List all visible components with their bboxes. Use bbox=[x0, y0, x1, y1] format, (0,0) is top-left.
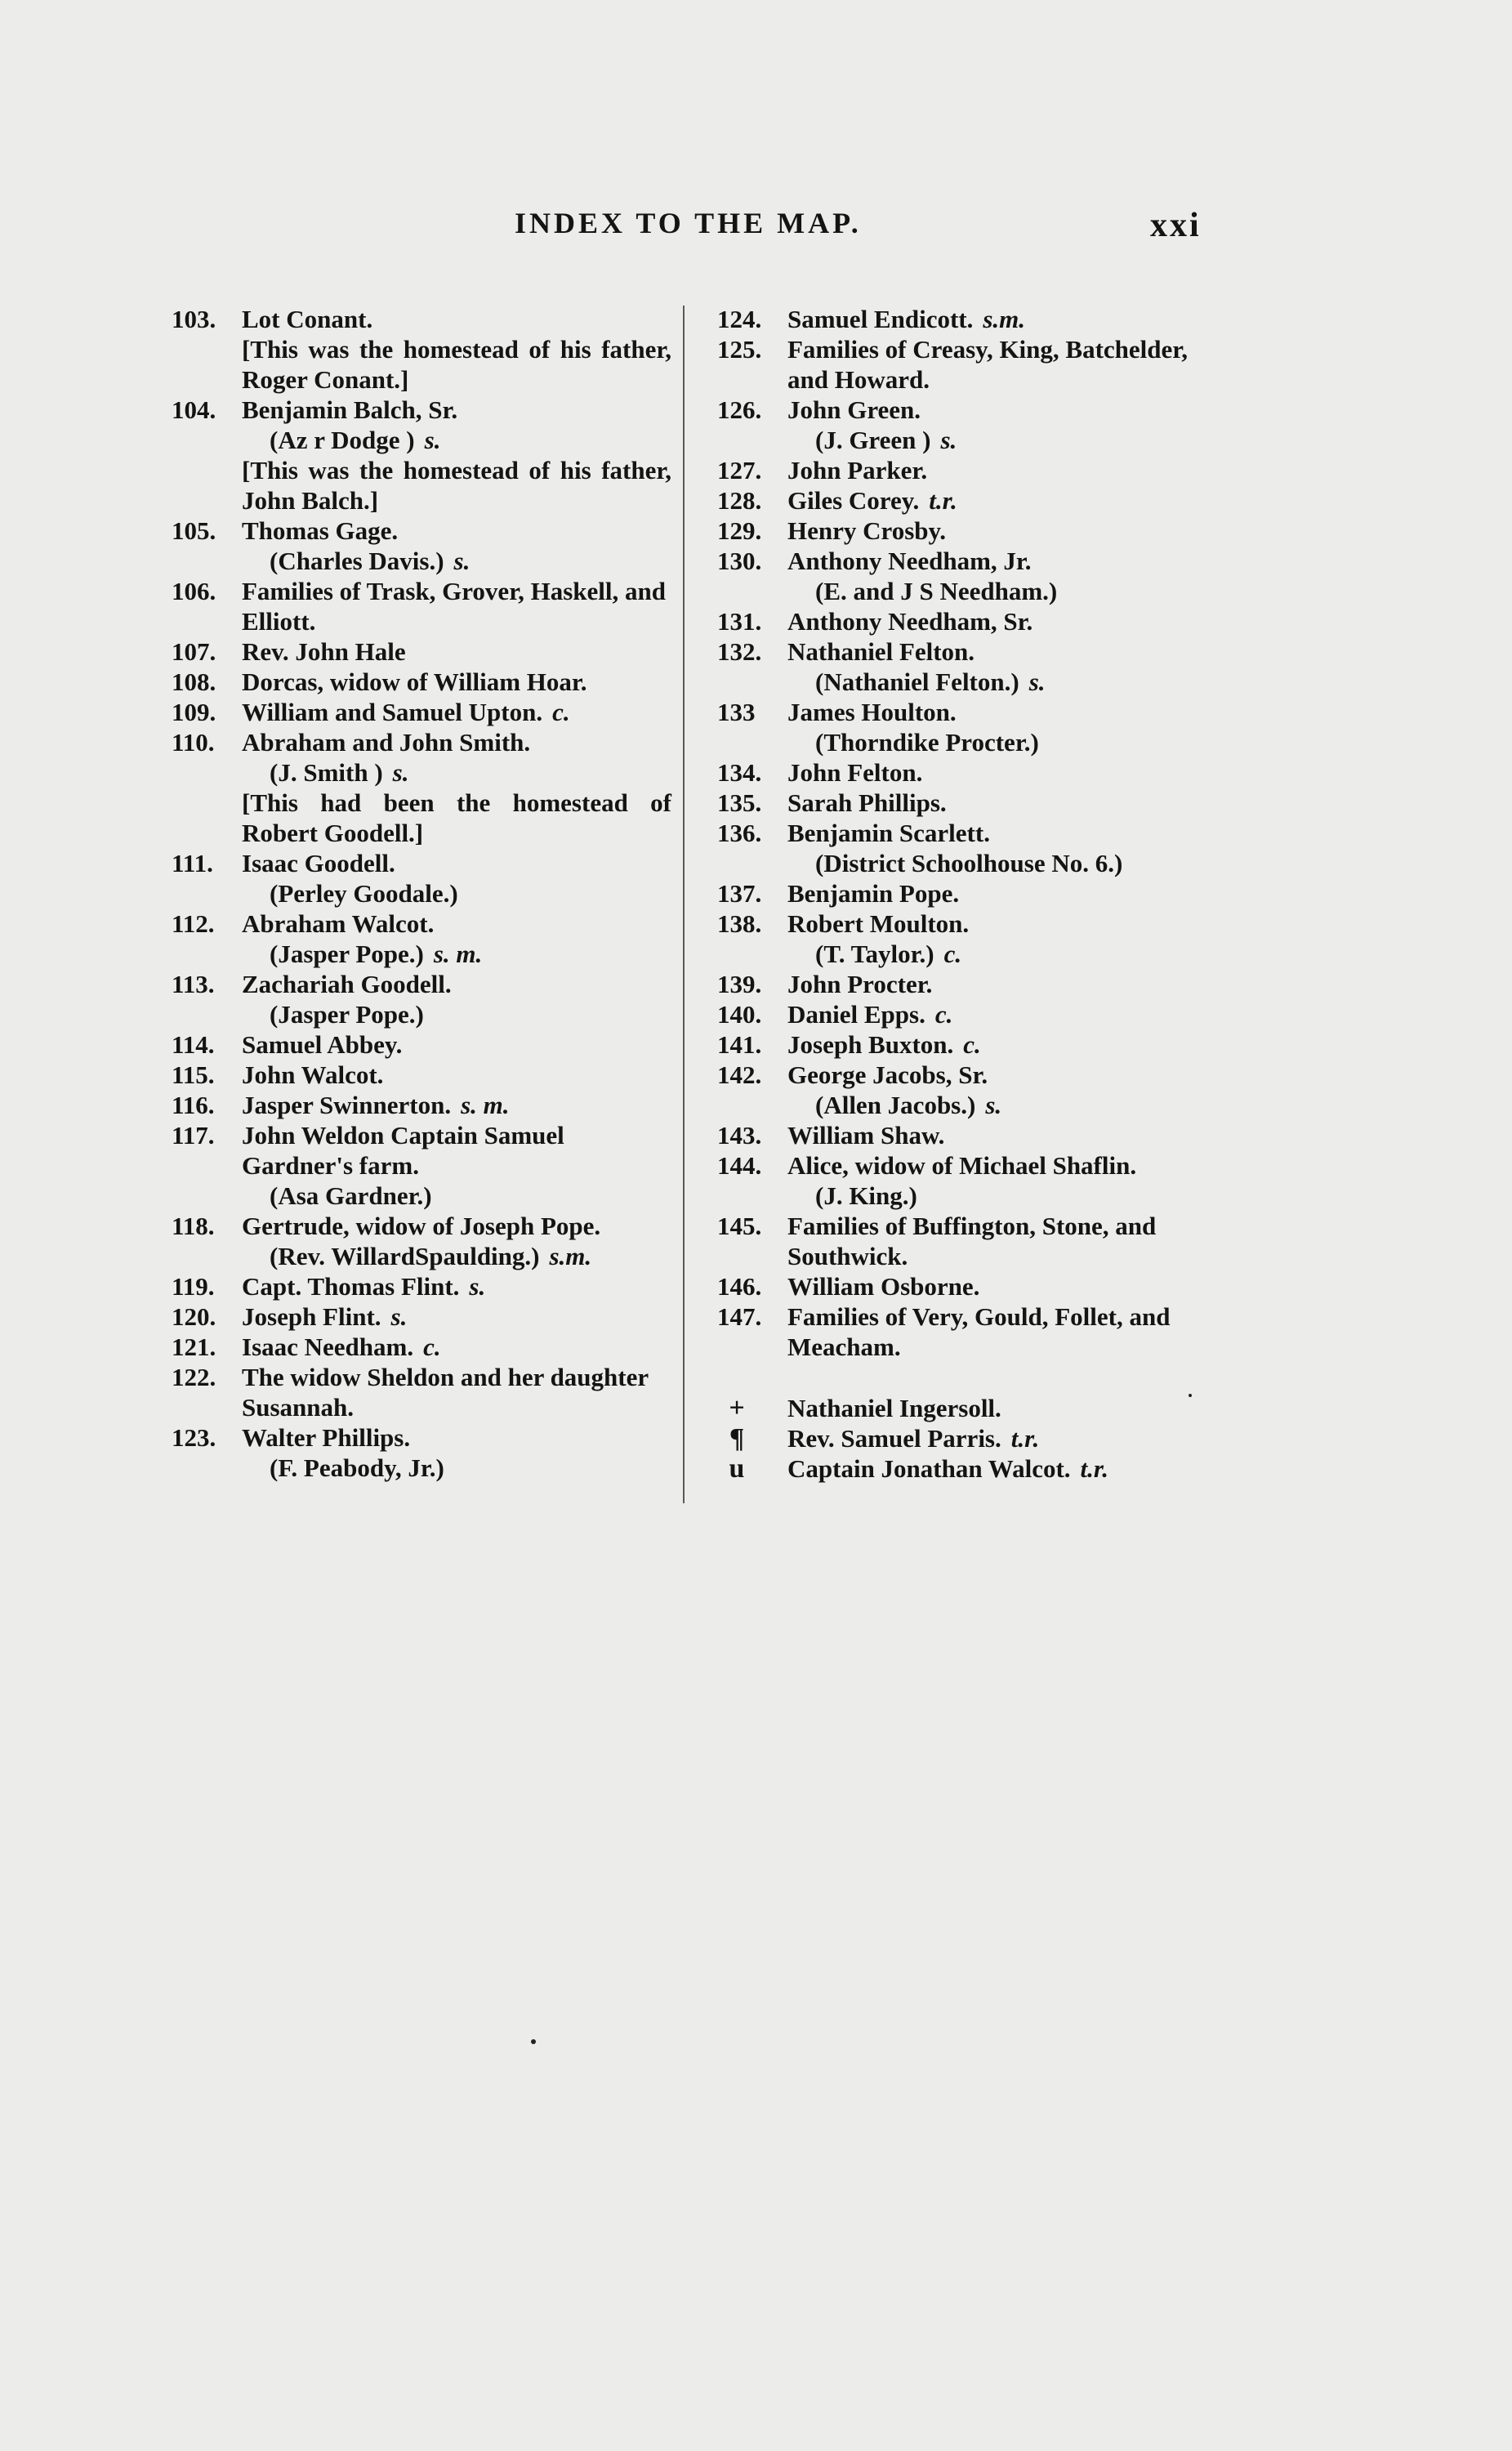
symbol-name bbox=[787, 1423, 1209, 1453]
entry-occupant-text: (J. King.) bbox=[815, 1181, 917, 1210]
entry-name-text: Abraham and John Smith. bbox=[242, 728, 531, 757]
index-entry bbox=[717, 1301, 1209, 1362]
entry-occupant-text: (Rev. WillardSpaulding.) bbox=[270, 1242, 540, 1270]
entry-tag: c. bbox=[943, 940, 962, 968]
entry-name bbox=[787, 999, 1209, 1029]
entry-name-text: Families of Very, Gould, Follet, and Meacham. bbox=[787, 1302, 1171, 1361]
entry-name bbox=[242, 516, 671, 546]
index-entry bbox=[172, 304, 671, 395]
entry-name bbox=[242, 1332, 671, 1362]
entry-name bbox=[787, 1211, 1209, 1271]
index-entry bbox=[172, 1422, 671, 1483]
entry-name-text: Dorcas, widow of William Hoar. bbox=[242, 667, 587, 696]
entry-number: 106. bbox=[172, 577, 216, 605]
entry-name bbox=[242, 1271, 671, 1301]
entry-number: 145. bbox=[717, 1212, 762, 1240]
index-entry bbox=[717, 969, 1209, 999]
entry-name-text: Giles Corey. bbox=[787, 486, 920, 515]
entry-name bbox=[787, 697, 1209, 727]
entry-number: 110. bbox=[172, 728, 215, 757]
entry-occupant-text: (Az r Dodge ) bbox=[270, 426, 415, 454]
entry-name-text: Jasper Swinnerton. bbox=[242, 1091, 452, 1119]
entry-name bbox=[787, 636, 1209, 667]
entry-number: 104. bbox=[172, 395, 216, 424]
entry-name bbox=[787, 1301, 1209, 1362]
entry-name-text: George Jacobs, Sr. bbox=[787, 1060, 988, 1089]
entry-name bbox=[787, 878, 1209, 909]
index-entry bbox=[717, 1211, 1209, 1271]
entry-number: 114. bbox=[172, 1030, 215, 1059]
index-entry bbox=[717, 1120, 1209, 1150]
entry-name-text: Joseph Buxton. bbox=[787, 1030, 954, 1059]
entry-number: 124. bbox=[717, 305, 762, 333]
entry-number: 116. bbox=[172, 1091, 215, 1119]
entry-tag: s. bbox=[390, 1302, 408, 1331]
map-symbol-icon: ¶ bbox=[729, 1423, 745, 1453]
index-entry bbox=[717, 1271, 1209, 1301]
index-entry bbox=[172, 1029, 671, 1060]
entry-name-text: Anthony Needham, Jr. bbox=[787, 547, 1032, 575]
entry-occupant bbox=[270, 425, 671, 455]
entry-number: 125. bbox=[717, 335, 762, 364]
index-entry bbox=[172, 909, 671, 969]
entry-number: 133 bbox=[717, 698, 756, 726]
index-entry bbox=[717, 1060, 1209, 1120]
entry-name-text: Joseph Flint. bbox=[242, 1302, 381, 1331]
entry-tag: c. bbox=[934, 1000, 953, 1029]
entry-occupant-text: (T. Taylor.) bbox=[815, 940, 934, 968]
entry-number: 107. bbox=[172, 637, 216, 666]
entry-number: 129. bbox=[717, 516, 762, 545]
entry-name bbox=[242, 1422, 671, 1453]
page-header bbox=[0, 206, 1512, 247]
entry-tag: t.r. bbox=[929, 486, 957, 515]
entry-name-text: Lot Conant. bbox=[242, 305, 373, 333]
entry-number: 109. bbox=[172, 698, 216, 726]
index-entry bbox=[717, 395, 1209, 455]
entry-occupant bbox=[270, 1181, 671, 1211]
entry-tag: s.m. bbox=[549, 1242, 592, 1270]
entry-name bbox=[787, 969, 1209, 999]
entry-number: 103. bbox=[172, 305, 216, 333]
entry-name-text: James Houlton. bbox=[787, 698, 957, 726]
entry-note: [This was the homestead of his father, John Balch.] bbox=[242, 456, 671, 515]
entry-name-text: Families of Trask, Grover, Haskell, and Elliott. bbox=[242, 577, 666, 636]
entry-number: 119. bbox=[172, 1272, 215, 1301]
entry-name-text: Benjamin Scarlett. bbox=[787, 819, 990, 847]
entry-name-text: Benjamin Pope. bbox=[787, 879, 960, 908]
entry-name bbox=[787, 1120, 1209, 1150]
entry-name bbox=[242, 909, 671, 939]
entry-occupant bbox=[815, 576, 1209, 606]
entry-tag: s. bbox=[1028, 667, 1046, 696]
entry-name-text: Samuel Endicott. bbox=[787, 305, 974, 333]
entry-tag: t.r. bbox=[1080, 1454, 1108, 1483]
entry-occupant bbox=[815, 939, 1209, 969]
map-symbol-icon: u bbox=[729, 1453, 745, 1484]
entry-tag: s. m. bbox=[461, 1091, 510, 1119]
symbol-name bbox=[787, 1393, 1209, 1423]
entry-number: 138. bbox=[717, 909, 762, 938]
entry-name-text: Rev. John Hale bbox=[242, 637, 406, 666]
index-entry bbox=[717, 697, 1209, 757]
index-entry bbox=[172, 636, 671, 667]
index-entry bbox=[717, 636, 1209, 697]
symbol-entry bbox=[717, 1423, 1209, 1453]
entry-name bbox=[787, 909, 1209, 939]
entry-name-text: Daniel Epps. bbox=[787, 1000, 925, 1029]
entry-occupant bbox=[815, 848, 1209, 878]
entry-name bbox=[242, 1301, 671, 1332]
index-entry bbox=[172, 848, 671, 909]
index-entry bbox=[717, 546, 1209, 606]
index-entry bbox=[717, 818, 1209, 878]
entry-tag: s. bbox=[469, 1272, 486, 1301]
index-entry bbox=[172, 1271, 671, 1301]
index-entry bbox=[717, 485, 1209, 516]
entry-name-text: William and Samuel Upton. bbox=[242, 698, 543, 726]
entry-occupant-text: (J. Green ) bbox=[815, 426, 931, 454]
ink-speck bbox=[1189, 1394, 1192, 1397]
entry-name bbox=[787, 546, 1209, 576]
entry-occupant bbox=[270, 1453, 671, 1483]
entry-number: 147. bbox=[717, 1302, 762, 1331]
column-divider bbox=[683, 306, 685, 1503]
index-column-right bbox=[717, 304, 1209, 1484]
entry-note: [This was the homestead of his father, Roger Conant.] bbox=[242, 335, 671, 394]
entry-number: 127. bbox=[717, 456, 762, 484]
entry-number: 111. bbox=[172, 849, 213, 877]
entry-name bbox=[242, 727, 671, 757]
entry-name-text: Sarah Phillips. bbox=[787, 788, 947, 817]
entry-occupant bbox=[270, 757, 671, 788]
entry-occupant-text: (Charles Davis.) bbox=[270, 547, 444, 575]
entry-name-text: Thomas Gage. bbox=[242, 516, 399, 545]
index-entry bbox=[172, 727, 671, 848]
entry-name-text: Gertrude, widow of Joseph Pope. bbox=[242, 1212, 601, 1240]
entry-number: 136. bbox=[717, 819, 762, 847]
entry-name bbox=[787, 304, 1209, 334]
entry-number: 142. bbox=[717, 1060, 762, 1089]
entry-number: 140. bbox=[717, 1000, 762, 1029]
entry-name bbox=[787, 516, 1209, 546]
entry-name bbox=[242, 1090, 671, 1120]
entry-name-text: William Osborne. bbox=[787, 1272, 980, 1301]
index-entry bbox=[172, 667, 671, 697]
entry-number: 126. bbox=[717, 395, 762, 424]
entry-name bbox=[242, 1362, 671, 1422]
index-entry bbox=[172, 1211, 671, 1271]
entry-name-text: Anthony Needham, Sr. bbox=[787, 607, 1033, 636]
index-entry bbox=[172, 576, 671, 636]
entry-number: 105. bbox=[172, 516, 216, 545]
entry-number: 128. bbox=[717, 486, 762, 515]
entry-number: 118. bbox=[172, 1212, 215, 1240]
entry-tag: s. bbox=[940, 426, 957, 454]
entry-number: 135. bbox=[717, 788, 762, 817]
entry-name-text: John Parker. bbox=[787, 456, 928, 484]
entry-number: 141. bbox=[717, 1030, 762, 1059]
entry-name bbox=[242, 395, 671, 425]
index-entry bbox=[172, 395, 671, 516]
entry-name-text: John Green. bbox=[787, 395, 921, 424]
entry-occupant bbox=[815, 425, 1209, 455]
entry-name bbox=[787, 606, 1209, 636]
entry-number: 117. bbox=[172, 1121, 215, 1150]
entry-name-text: Benjamin Balch, Sr. bbox=[242, 395, 458, 424]
entry-name bbox=[787, 757, 1209, 788]
entry-name bbox=[242, 667, 671, 697]
entry-name bbox=[242, 1029, 671, 1060]
entry-name bbox=[242, 1120, 671, 1181]
entry-number: 121. bbox=[172, 1333, 216, 1361]
entry-occupant-text: (Asa Gardner.) bbox=[270, 1181, 432, 1210]
entry-occupant-text: (E. and J S Needham.) bbox=[815, 577, 1058, 605]
entry-name-text: Abraham Walcot. bbox=[242, 909, 435, 938]
entry-occupant-text: (Nathaniel Felton.) bbox=[815, 667, 1019, 696]
symbol-name-text: Rev. Samuel Parris. bbox=[787, 1424, 1001, 1453]
entry-name bbox=[242, 576, 671, 636]
symbol-entry bbox=[717, 1453, 1209, 1484]
entry-occupant bbox=[270, 999, 671, 1029]
entry-occupant bbox=[815, 667, 1209, 697]
index-entry bbox=[717, 878, 1209, 909]
entry-name-text: Samuel Abbey. bbox=[242, 1030, 403, 1059]
index-entry bbox=[717, 757, 1209, 788]
index-entry bbox=[717, 304, 1209, 334]
entry-name bbox=[242, 1211, 671, 1241]
entry-name-text: Nathaniel Felton. bbox=[787, 637, 975, 666]
entry-occupant-text: (Jasper Pope.) bbox=[270, 1000, 424, 1029]
index-entry bbox=[717, 334, 1209, 395]
entry-occupant bbox=[815, 727, 1209, 757]
entry-tag: s. bbox=[453, 547, 471, 575]
entry-occupant-text: (Allen Jacobs.) bbox=[815, 1091, 976, 1119]
entry-name-text: William Shaw. bbox=[787, 1121, 945, 1150]
ink-speck bbox=[531, 2039, 536, 2044]
entry-name bbox=[242, 969, 671, 999]
entry-number: 108. bbox=[172, 667, 216, 696]
entry-name bbox=[787, 1150, 1209, 1181]
index-entry bbox=[172, 697, 671, 727]
entry-occupant-text: (Thorndike Procter.) bbox=[815, 728, 1039, 757]
entry-number: 137. bbox=[717, 879, 762, 908]
entry-name bbox=[242, 304, 671, 334]
entry-number: 146. bbox=[717, 1272, 762, 1301]
entry-name-text: Families of Buffington, Stone, and Southwick. bbox=[787, 1212, 1157, 1270]
symbol-name-text: Captain Jonathan Walcot. bbox=[787, 1454, 1071, 1483]
index-entry bbox=[717, 1150, 1209, 1211]
entry-occupant bbox=[815, 1181, 1209, 1211]
index-entry bbox=[172, 1090, 671, 1120]
entry-tag: s. bbox=[392, 758, 409, 787]
index-entry bbox=[172, 1301, 671, 1332]
entry-tag: c. bbox=[552, 698, 570, 726]
entry-name bbox=[242, 636, 671, 667]
entry-name bbox=[242, 848, 671, 878]
index-entry bbox=[717, 788, 1209, 818]
entry-name bbox=[787, 788, 1209, 818]
entry-name-text: Alice, widow of Michael Shaflin. bbox=[787, 1151, 1137, 1180]
entry-occupant bbox=[270, 546, 671, 576]
index-entry bbox=[717, 999, 1209, 1029]
entry-number: 143. bbox=[717, 1121, 762, 1150]
entry-name-text: Families of Creasy, King, Batchelder, and Howard. bbox=[787, 335, 1188, 394]
entry-number: 139. bbox=[717, 970, 762, 998]
page-number: xxi bbox=[1150, 207, 1202, 244]
entry-name-text: John Felton. bbox=[787, 758, 923, 787]
entry-number: 130. bbox=[717, 547, 762, 575]
entry-number: 113. bbox=[172, 970, 215, 998]
entry-number: 112. bbox=[172, 909, 215, 938]
entry-number: 123. bbox=[172, 1423, 216, 1452]
entry-name bbox=[787, 1060, 1209, 1090]
entry-number: 115. bbox=[172, 1060, 215, 1089]
index-entry bbox=[172, 969, 671, 1029]
index-entry bbox=[717, 606, 1209, 636]
symbol-name-text: Nathaniel Ingersoll. bbox=[787, 1394, 1001, 1422]
entry-name-text: John Procter. bbox=[787, 970, 933, 998]
entry-note: [This had been the homestead of Robert Goodell.] bbox=[242, 788, 671, 847]
entry-tag: s. m. bbox=[433, 940, 483, 968]
symbol-entry bbox=[717, 1393, 1209, 1423]
index-entry bbox=[172, 1362, 671, 1422]
page-title: INDEX TO THE MAP. bbox=[515, 207, 862, 239]
entry-tag: c. bbox=[963, 1030, 981, 1059]
index-entry bbox=[717, 909, 1209, 969]
map-symbol-icon: + bbox=[729, 1393, 745, 1423]
entry-name-text: Walter Phillips. bbox=[242, 1423, 411, 1452]
entry-name-text: John Weldon Captain Samuel Gardner's farm. bbox=[242, 1121, 564, 1180]
entry-number: 120. bbox=[172, 1302, 216, 1331]
entry-number: 132. bbox=[717, 637, 762, 666]
index-entry bbox=[717, 455, 1209, 485]
index-entry bbox=[717, 1029, 1209, 1060]
entry-occupant bbox=[270, 939, 671, 969]
symbol-name bbox=[787, 1453, 1209, 1484]
entry-occupant-text: (F. Peabody, Jr.) bbox=[270, 1453, 444, 1482]
entry-name-text: Isaac Goodell. bbox=[242, 849, 395, 877]
entry-name bbox=[242, 1060, 671, 1090]
entry-number: 122. bbox=[172, 1363, 216, 1391]
index-entry bbox=[172, 1120, 671, 1211]
entry-occupant bbox=[270, 878, 671, 909]
entry-number: 144. bbox=[717, 1151, 762, 1180]
entry-tag: s. bbox=[985, 1091, 1002, 1119]
entry-occupant bbox=[815, 1090, 1209, 1120]
entry-tag: t.r. bbox=[1010, 1424, 1040, 1453]
entry-name-text: John Walcot. bbox=[242, 1060, 384, 1089]
index-column-left bbox=[172, 304, 671, 1483]
entry-name-text: Robert Moulton. bbox=[787, 909, 970, 938]
entry-name bbox=[787, 334, 1209, 395]
index-entry bbox=[172, 516, 671, 576]
entry-occupant bbox=[270, 1241, 671, 1271]
index-entry bbox=[172, 1332, 671, 1362]
entry-occupant-text: (District Schoolhouse No. 6.) bbox=[815, 849, 1123, 877]
entry-occupant-text: (J. Smith ) bbox=[270, 758, 383, 787]
index-entry bbox=[172, 1060, 671, 1090]
entry-tag: s.m. bbox=[983, 305, 1026, 333]
entry-name bbox=[787, 818, 1209, 848]
entry-name-text: Capt. Thomas Flint. bbox=[242, 1272, 460, 1301]
entry-name-text: Isaac Needham. bbox=[242, 1333, 414, 1361]
entry-tag: s. bbox=[424, 426, 441, 454]
entry-name-text: Zachariah Goodell. bbox=[242, 970, 452, 998]
entry-name bbox=[787, 485, 1209, 516]
entry-name bbox=[787, 395, 1209, 425]
entry-name bbox=[787, 1271, 1209, 1301]
entry-name bbox=[787, 455, 1209, 485]
entry-tag: c. bbox=[423, 1333, 441, 1361]
entry-occupant-text: (Perley Goodale.) bbox=[270, 879, 458, 908]
symbol-legend bbox=[717, 1393, 1209, 1484]
entry-name bbox=[242, 697, 671, 727]
index-entry bbox=[717, 516, 1209, 546]
entry-occupant-text: (Jasper Pope.) bbox=[270, 940, 424, 968]
entry-number: 134. bbox=[717, 758, 762, 787]
entry-name-text: Henry Crosby. bbox=[787, 516, 947, 545]
entry-name bbox=[787, 1029, 1209, 1060]
entry-name-text: The widow Sheldon and her daughter Susannah. bbox=[242, 1363, 649, 1422]
entry-number: 131. bbox=[717, 607, 762, 636]
